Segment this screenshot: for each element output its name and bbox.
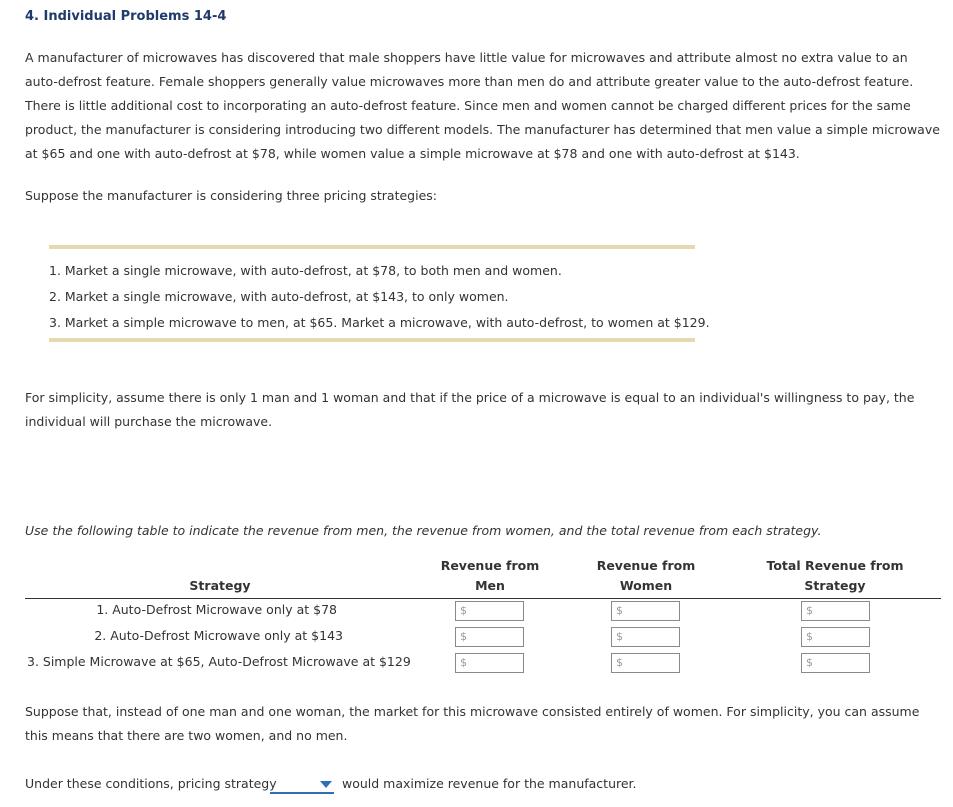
- revenue-women-field-2[interactable]: [623, 630, 675, 643]
- conclusion-prefix: Under these conditions, pricing strategy: [25, 776, 277, 791]
- header-total-line1: Total Revenue from: [766, 558, 904, 573]
- revenue-total-field-3[interactable]: [813, 656, 865, 669]
- revenue-total-input-2[interactable]: [801, 627, 870, 647]
- revenue-men-field-2[interactable]: [467, 630, 519, 643]
- strategy-item: 1. Market a single microwave, with auto-defrost, at $78, to both men and women.: [49, 263, 562, 278]
- revenue-men-field-3[interactable]: [467, 656, 519, 669]
- header-men-line1: Revenue from: [440, 558, 540, 573]
- dollar-sign: $: [460, 656, 467, 669]
- dollar-sign: $: [616, 604, 623, 617]
- revenue-men-input-1[interactable]: [455, 601, 524, 621]
- strategies-intro: Suppose the manufacturer is considering three pricing strategies:: [25, 188, 437, 203]
- dollar-sign: $: [616, 630, 623, 643]
- dollar-sign: $: [460, 630, 467, 643]
- followup-paragraph: Suppose that, instead of one man and one woman, the market for this microwave consisted entirely of women. For simplicity, you can assume this means that there are two women, and no men.: [25, 704, 920, 743]
- revenue-women-input-1[interactable]: [611, 601, 680, 621]
- strategy-list: [49, 258, 710, 336]
- header-total-line2: Strategy: [804, 578, 866, 593]
- dollar-sign: $: [460, 604, 467, 617]
- dollar-sign: $: [616, 656, 623, 669]
- row-label-strategy-1: 1. Auto-Defrost Microwave only at $78: [96, 602, 337, 617]
- strategy-item: 2. Market a single microwave, with auto-defrost, at $143, to only women.: [49, 289, 509, 304]
- revenue-total-input-1[interactable]: [801, 601, 870, 621]
- revenue-women-field-1[interactable]: [623, 604, 675, 617]
- revenue-total-field-1[interactable]: [813, 604, 865, 617]
- problem-title: 4. Individual Problems 14-4: [25, 9, 227, 24]
- chevron-down-icon[interactable]: [320, 781, 332, 788]
- revenue-total-input-3[interactable]: [801, 653, 870, 673]
- row-label-strategy-2: 2. Auto-Defrost Microwave only at $143: [94, 628, 343, 643]
- table-instruction: Use the following table to indicate the revenue from men, the revenue from women, and the total revenue from each strategy.: [25, 523, 822, 538]
- revenue-men-input-3[interactable]: [455, 653, 524, 673]
- header-strategy: Strategy: [189, 578, 251, 593]
- strategy-item: 3. Market a simple microwave to men, at $65. Market a microwave, with auto-defrost, to women at $129.: [49, 315, 710, 330]
- revenue-women-input-3[interactable]: [611, 653, 680, 673]
- revenue-men-field-1[interactable]: [467, 604, 519, 617]
- header-men-line2: Men: [475, 578, 505, 593]
- dollar-sign: $: [806, 604, 813, 617]
- conclusion-suffix: would maximize revenue for the manufacturer.: [342, 776, 637, 791]
- revenue-men-input-2[interactable]: [455, 627, 524, 647]
- strategy-dropdown[interactable]: [270, 775, 334, 794]
- revenue-women-field-3[interactable]: [623, 656, 675, 669]
- revenue-women-input-2[interactable]: [611, 627, 680, 647]
- header-women-line1: Revenue from: [596, 558, 696, 573]
- dollar-sign: $: [806, 630, 813, 643]
- intro-paragraph: A manufacturer of microwaves has discovered that male shoppers have little value for microwaves and attribute almost no extra value to an auto-defrost feature. Female shoppers generally value microwaves more than men do and attribute greater value to the auto-defrost feature. There is little additional cost to incorporating an auto-defrost feature. Since men and women cannot be charged different prices for the same product, the manufacturer is considering introducing two different models. The manufacturer has determined that men value a simple microwave at $65 and one with auto-defrost at $78, while women value a simple microwave at $78 and one with auto-defrost at $143.: [25, 50, 940, 161]
- header-women-line2: Women: [619, 578, 673, 593]
- assumption-paragraph: For simplicity, assume there is only 1 man and 1 woman and that if the price of a microwave is equal to an individual's willingness to pay, the individual will purchase the microwave.: [25, 390, 915, 429]
- dollar-sign: $: [806, 656, 813, 669]
- revenue-total-field-2[interactable]: [813, 630, 865, 643]
- row-label-strategy-3: 3. Simple Microwave at $65, Auto-Defrost Microwave at $129: [27, 654, 411, 669]
- strategy-list-box: [49, 245, 710, 342]
